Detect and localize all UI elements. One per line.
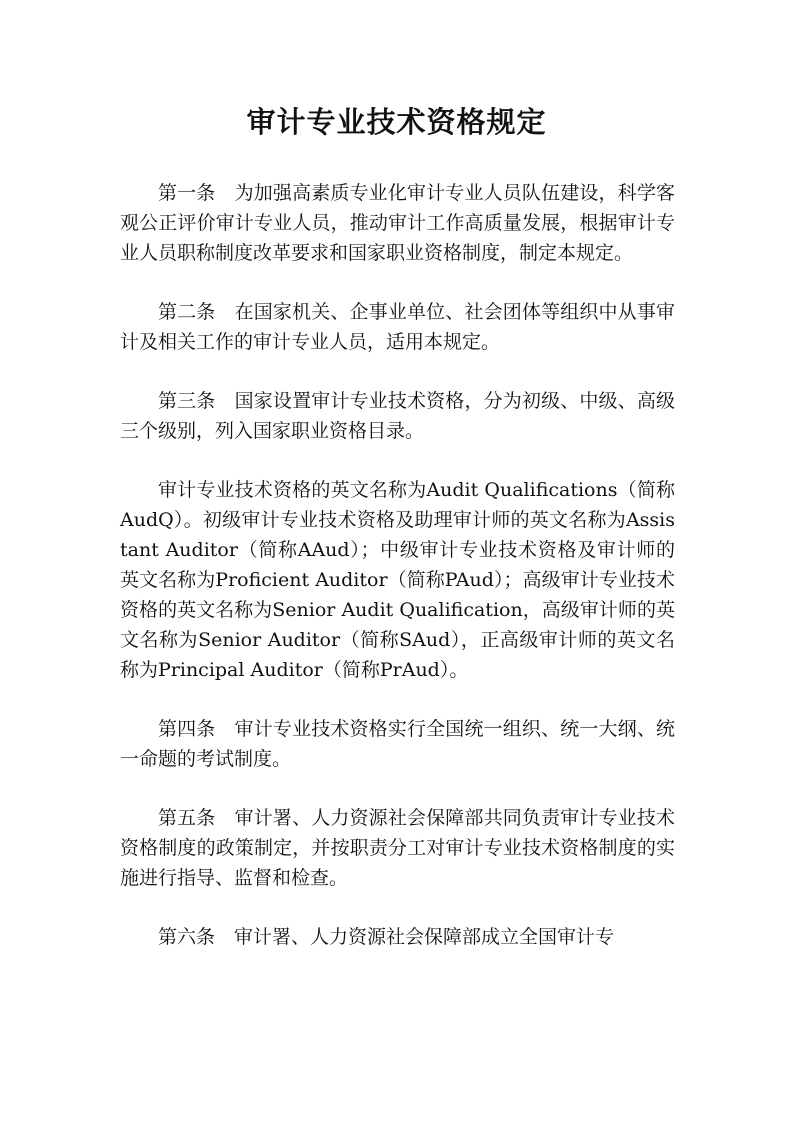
article-5-paragraph: 第五条 审计署、人力资源社会保障部共同负责审计专业技术资格制度的政策制定，并按职责分工对审计专业技术资格制度的实施进行指导、监督和检查。	[120, 807, 675, 889]
document-title: 审计专业技术资格规定	[246, 105, 547, 139]
article-6-paragraph: 第六条 审计署、人力资源社会保障部成立全国审计专	[158, 926, 615, 948]
article-2-paragraph: 第二条 在国家机关、企事业单位、社会团体等组织中从事审计及相关工作的审计专业人员，适用本规定。	[120, 301, 675, 353]
english-names-paragraph: 审计专业技术资格的英文名称为Audit Qualifications（简称AudQ）。初级审计专业技术资格及助理审计师的英文名称为Assistant Auditor（简称AAud）；中级审计专业技术资格及审计师的英文名称为Proficient Auditor（简称PAud）；高级审计专业技术资格的英文名称为Senior Audit Qualification，高级审计师的英文名称为Senior Auditor（简称SAud），正高级审计师的英文名称为Principal Auditor（简称PrAud）。	[120, 479, 675, 681]
article-3-paragraph: 第三条 国家设置审计专业技术资格，分为初级、中级、高级三个级别，列入国家职业资格目录。	[120, 390, 675, 442]
article-1-paragraph: 第一条 为加强高素质专业化审计专业人员队伍建设，科学客观公正评价审计专业人员，推动审计工作高质量发展，根据审计专业人员职称制度改革要求和国家职业资格制度，制定本规定。	[120, 182, 675, 264]
article-4-paragraph: 第四条 审计专业技术资格实行全国统一组织、统一大纲、统一命题的考试制度。	[120, 718, 675, 770]
document-body	[120, 178, 675, 981]
